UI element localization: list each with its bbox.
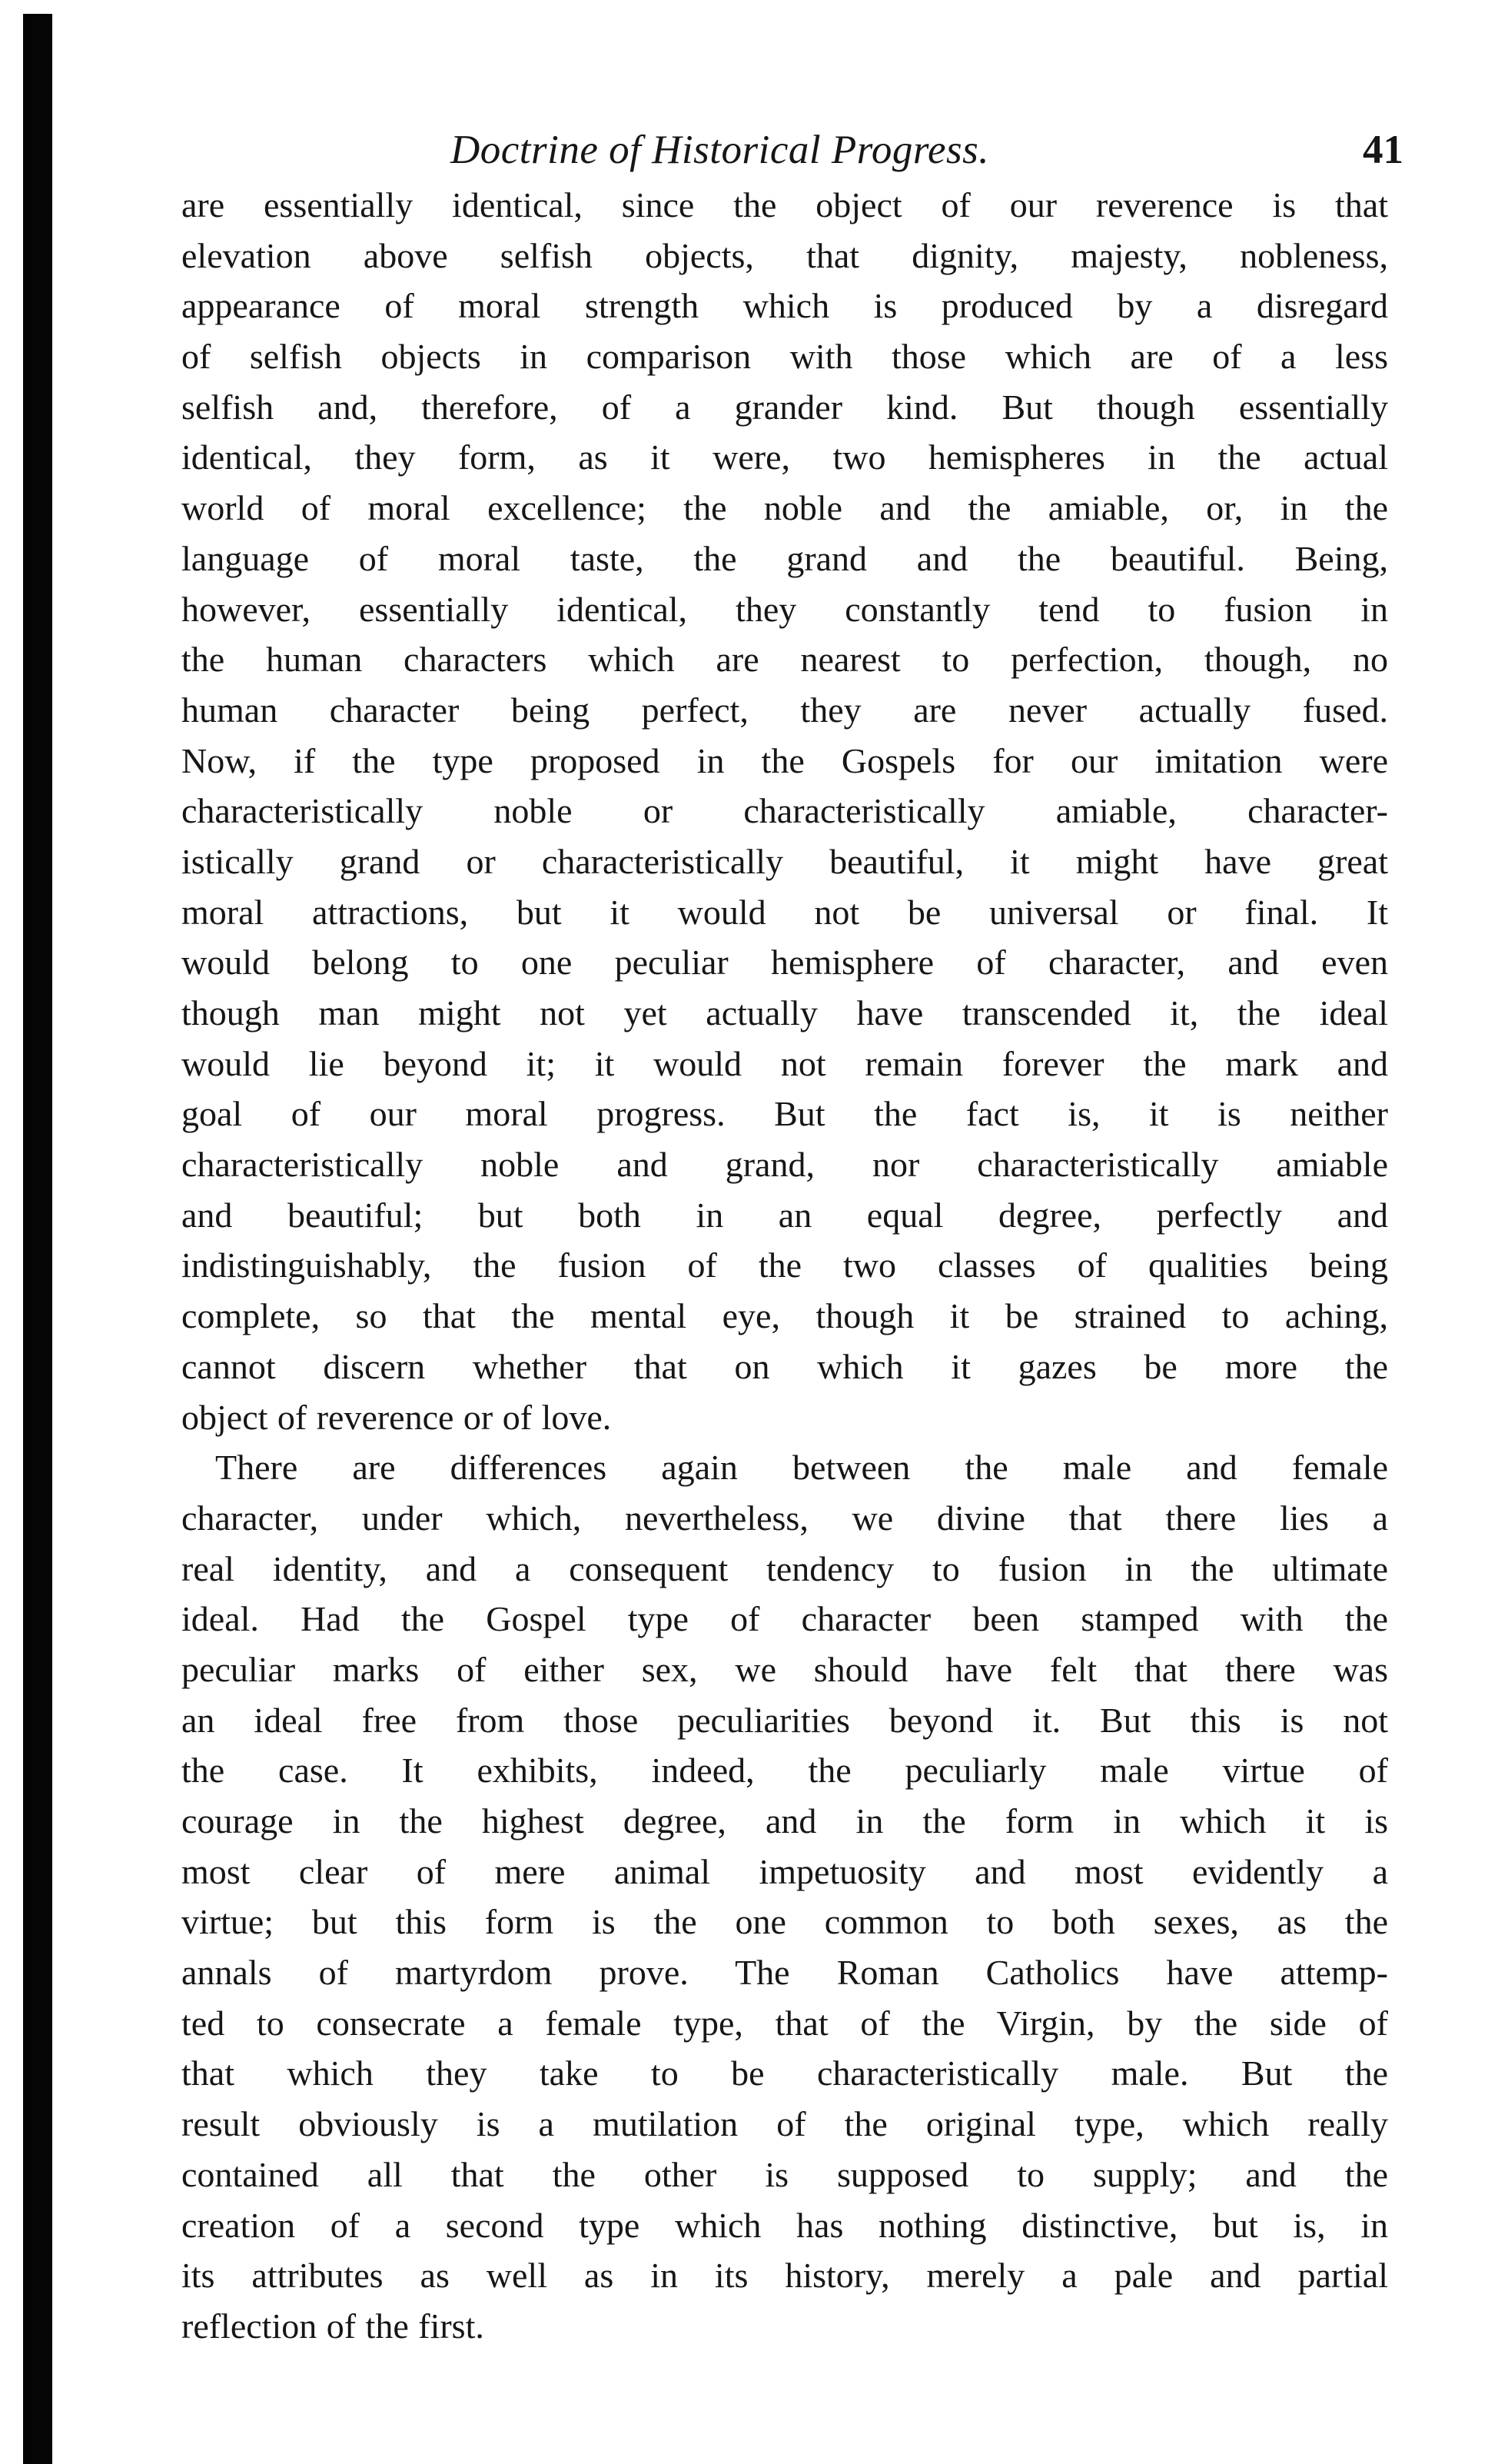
book-page [181,123,1403,2352]
text-line: peculiar marks of either sex, we should have felt that there was [181,1649,1388,1689]
text-line: contained all that the other is supposed to supply; and the [181,2154,1388,2194]
text-line: Now, if the type proposed in the Gospels for our imitation were [181,740,1388,780]
text-line: elevation above selfish objects, that dignity, majesty, nobleness, [181,235,1388,275]
text-line: of selfish objects in comparison with those which are of a less [181,337,1388,377]
text-line: its attributes as well as in its history, merely a pale and partial [181,2256,1388,2296]
text-line: language of moral taste, the grand and the beautiful. Being, [181,538,1388,578]
text-line: character, under which, nevertheless, we divine that there lies a [181,1498,1388,1538]
text-line: complete, so that the mental eye, though it be strained to aching, [181,1296,1388,1336]
text-line: and beautiful; but both in an equal degree, perfectly and [181,1195,1388,1235]
text-line: virtue; but this form is the one common to both sexes, as the [181,1902,1388,1942]
text-line: though man might not yet actually have transcended it, the ideal [181,993,1388,1032]
text-line: selfish and, therefore, of a grander kind. But though essentially [181,387,1388,427]
text-line: the human characters which are nearest to perfection, though, no [181,640,1388,680]
text-line: object of reverence or of love. [181,1397,612,1437]
running-head [181,123,1403,177]
text-line: ted to consecrate a female type, that of the Virgin, by the side of [181,2003,1388,2043]
text-line: most clear of mere animal impetuosity and most evidently a [181,1851,1388,1891]
text-line: cannot discern whether that on which it gazes be more the [181,1346,1388,1386]
body-text [181,180,1388,2352]
text-line: result obviously is a mutilation of the original type, which really [181,2104,1388,2144]
page-number: 41 [1363,128,1403,172]
text-line: are essentially identical, since the object of our reverence is that [181,185,1388,224]
running-head-title: Doctrine of Historical Progress. [450,128,990,172]
text-line: appearance of moral strength which is produced by a disregard [181,286,1388,326]
text-line: identical, they form, as it were, two hemispheres in the actual [181,437,1388,477]
text-line: world of moral excellence; the noble and the amiable, or, in the [181,488,1388,528]
text-line: however, essentially identical, they constantly tend to fusion in [181,589,1388,629]
text-line: characteristically noble or characteristically amiable, character- [181,791,1388,831]
text-line: characteristically noble and grand, nor characteristically amiable [181,1145,1388,1185]
text-line: that which they take to be characteristically male. But the [181,2053,1388,2093]
text-line: creation of a second type which has nothing distinctive, but is, in [181,2205,1388,2245]
text-line: human character being perfect, they are never actually fused. [181,690,1388,730]
text-line: ideal. Had the Gospel type of character been stamped with the [181,1599,1388,1639]
text-line: real identity, and a consequent tendency to fusion in the ultimate [181,1548,1388,1588]
text-line: moral attractions, but it would not be universal or final. It [181,892,1388,932]
text-line: goal of our moral progress. But the fact is, it is neither [181,1094,1388,1134]
scan-binding-edge [23,14,52,2464]
text-line: would lie beyond it; it would not remain forever the mark and [181,1043,1388,1083]
text-line: would belong to one peculiar hemisphere of character, and even [181,943,1388,983]
text-line: indistinguishably, the fusion of the two classes of qualities being [181,1245,1388,1285]
text-line: reflection of the first. [181,2306,484,2346]
text-line: an ideal free from those peculiarities beyond it. But this is not [181,1700,1388,1740]
text-line: the case. It exhibits, indeed, the peculiarly male virtue of [181,1751,1388,1791]
text-line: courage in the highest degree, and in the form in which it is [181,1801,1388,1841]
text-line: istically grand or characteristically beautiful, it might have great [181,841,1388,881]
text-line: There are differences again between the male and female [215,1448,1388,1488]
text-line: annals of martyrdom prove. The Roman Catholics have attemp- [181,1953,1388,1993]
